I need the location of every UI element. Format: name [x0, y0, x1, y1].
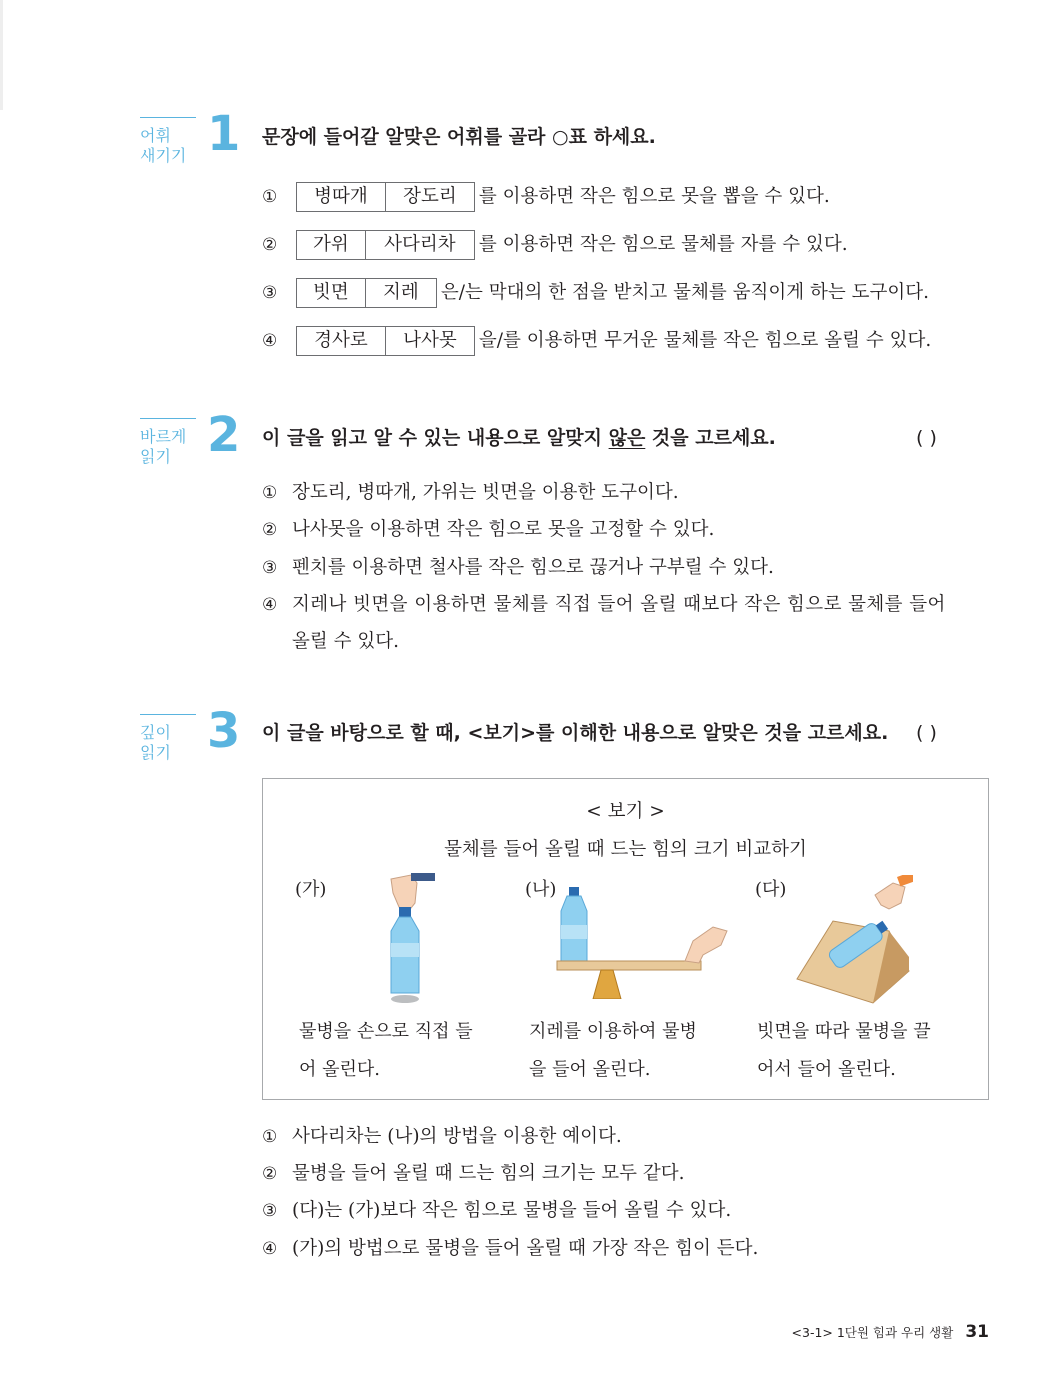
bogi-col-ga-desc-line1: 물병을 손으로 직접 들 [299, 1021, 473, 1042]
q3-answer-blank[interactable]: ( ) [916, 722, 937, 744]
q2-title [262, 426, 776, 450]
q2-category-line1: 바르게 [140, 427, 187, 446]
q2-title-pre: 이 글을 읽고 알 수 있는 내용으로 알맞지 [262, 427, 609, 449]
q1-item-2-marker: ② [262, 235, 278, 255]
q2-option-1-marker: ① [262, 483, 278, 503]
q2-option-1-text: 장도리, 병따개, 가위는 빗면을 이용한 도구이다. [292, 482, 679, 503]
q3-option-2[interactable] [262, 1161, 684, 1187]
bogi-col-da-desc-line1: 빗면을 따라 물병을 끌 [757, 1021, 931, 1042]
bogi-col-da-desc-line2: 어서 들어 올린다. [757, 1059, 896, 1080]
q1-item-1 [262, 182, 830, 212]
page-footer [792, 1322, 989, 1342]
bogi-col-ga-desc-line2: 어 올린다. [299, 1059, 380, 1080]
q2-option-4[interactable] [262, 592, 989, 618]
q1-item-2 [262, 230, 848, 260]
q1-item-2-choice-a[interactable]: 가위 [313, 234, 349, 255]
bogi-heading: 물체를 들어 올릴 때 드는 힘의 크기 비교하기 [444, 839, 807, 860]
q2-option-3[interactable] [262, 555, 774, 581]
q2-category [140, 418, 196, 467]
q3-category [140, 714, 196, 763]
bogi-box [262, 778, 989, 1100]
q1-title: 문장에 들어갈 알맞은 어휘를 골라 ○표 하세요. [262, 126, 656, 148]
q2-option-3-text: 펜치를 이용하면 철사를 작은 힘으로 끊거나 구부릴 수 있다. [292, 557, 774, 578]
q1-item-3 [262, 278, 929, 308]
q1-item-4-marker: ④ [262, 331, 278, 351]
q3-number: 3 [207, 703, 241, 759]
q3-option-3-text: (다)는 (가)보다 작은 힘으로 물병을 들어 올릴 수 있다. [292, 1200, 732, 1221]
q2-option-4-text: 지레나 빗면을 이용하면 물체를 직접 들어 올릴 때보다 작은 힘으로 물체를 들어 [292, 594, 946, 615]
bogi-col-da-label: (다) [755, 879, 787, 900]
q2-option-4-marker: ④ [262, 595, 278, 615]
page-edge [0, 0, 3, 110]
q2-category-line2: 읽기 [140, 447, 171, 466]
bogi-col-na-desc-line2: 을 들어 올린다. [529, 1059, 651, 1080]
q1-item-3-text: 은/는 막대의 한 점을 받치고 물체를 움직이게 하는 도구이다. [440, 282, 929, 303]
q1-item-1-text: 를 이용하면 작은 힘으로 못을 뽑을 수 있다. [478, 186, 830, 207]
q1-category-line2: 새기기 [140, 146, 187, 165]
bogi-col-ga-label: (가) [295, 879, 327, 900]
bogi-col-ga-desc [299, 1013, 504, 1089]
bogi-col-na-desc-line1: 지레를 이용하여 물병 [529, 1021, 697, 1042]
q1-item-2-text: 를 이용하면 작은 힘으로 물체를 자를 수 있다. [478, 234, 848, 255]
q1-item-4-choice-b[interactable]: 나사못 [385, 327, 474, 355]
q1-item-4-text: 을/를 이용하면 무거운 물체를 작은 힘으로 올릴 수 있다. [478, 330, 932, 351]
q1-item-4-choicebox [296, 326, 475, 356]
q3-category-line2: 읽기 [140, 743, 171, 762]
q2-answer-blank[interactable]: ( ) [916, 427, 937, 449]
q1-item-1-choice-a[interactable]: 병따개 [314, 186, 368, 207]
q3-option-4[interactable] [262, 1236, 758, 1262]
lever-bottle-illustration [553, 883, 733, 999]
q3-option-2-marker: ② [262, 1164, 278, 1184]
q3-option-4-text: (가)의 방법으로 물병을 들어 올릴 때 가장 작은 힘이 든다. [292, 1238, 759, 1259]
q1-item-1-choice-b[interactable]: 장도리 [385, 183, 474, 211]
q1-item-1-choicebox [296, 182, 475, 212]
q1-category-line1: 어휘 [140, 126, 171, 145]
q1-item-2-choice-b[interactable]: 사다리차 [365, 231, 474, 259]
q1-item-4-choice-a[interactable]: 경사로 [314, 330, 368, 351]
footer-unit: <3-1> 1단원 힘과 우리 생활 [791, 1325, 954, 1340]
q3-option-1[interactable] [262, 1124, 622, 1150]
bogi-col-da-desc [757, 1013, 962, 1089]
hand-lifting-bottle-illustration [373, 873, 463, 1005]
q1-item-4 [262, 326, 931, 356]
q3-title: 이 글을 바탕으로 할 때, <보기>를 이해한 내용으로 알맞은 것을 고르세요. [262, 722, 889, 744]
q2-option-3-marker: ③ [262, 558, 278, 578]
q3-option-3[interactable] [262, 1198, 731, 1224]
q2-option-2[interactable] [262, 517, 714, 543]
q2-option-2-marker: ② [262, 520, 278, 540]
q1-category [140, 117, 196, 166]
q1-item-3-choice-a[interactable]: 빗면 [313, 282, 349, 303]
q2-option-1[interactable] [262, 480, 679, 506]
q2-number: 2 [207, 407, 241, 463]
q3-option-4-marker: ④ [262, 1239, 278, 1259]
q1-item-3-choice-b[interactable]: 지레 [365, 279, 436, 307]
q3-category-line1: 깊이 [140, 723, 171, 742]
q1-item-2-choicebox [296, 230, 475, 260]
bogi-col-na-desc [529, 1013, 734, 1089]
bogi-label: < 보기 > [586, 801, 665, 822]
q3-option-3-marker: ③ [262, 1201, 278, 1221]
q1-number: 1 [207, 106, 241, 162]
page-number: 31 [965, 1322, 989, 1342]
q2-title-underlined: 않은 [608, 427, 646, 449]
incline-bottle-illustration [793, 875, 913, 1007]
q3-option-1-marker: ① [262, 1127, 278, 1147]
bogi-col-na-label: (나) [525, 879, 557, 900]
q3-option-2-text: 물병을 들어 올릴 때 드는 힘의 크기는 모두 같다. [292, 1163, 685, 1184]
q1-item-3-choicebox [296, 278, 437, 308]
q2-option-4-continued: 올릴 수 있다. [292, 631, 399, 652]
q2-title-post: 것을 고르세요. [645, 427, 776, 449]
q2-option-2-text: 나사못을 이용하면 작은 힘으로 못을 고정할 수 있다. [292, 519, 715, 540]
q1-item-3-marker: ③ [262, 283, 278, 303]
q1-item-1-marker: ① [262, 187, 278, 207]
q3-option-1-text: 사다리차는 (나)의 방법을 이용한 예이다. [292, 1126, 622, 1147]
